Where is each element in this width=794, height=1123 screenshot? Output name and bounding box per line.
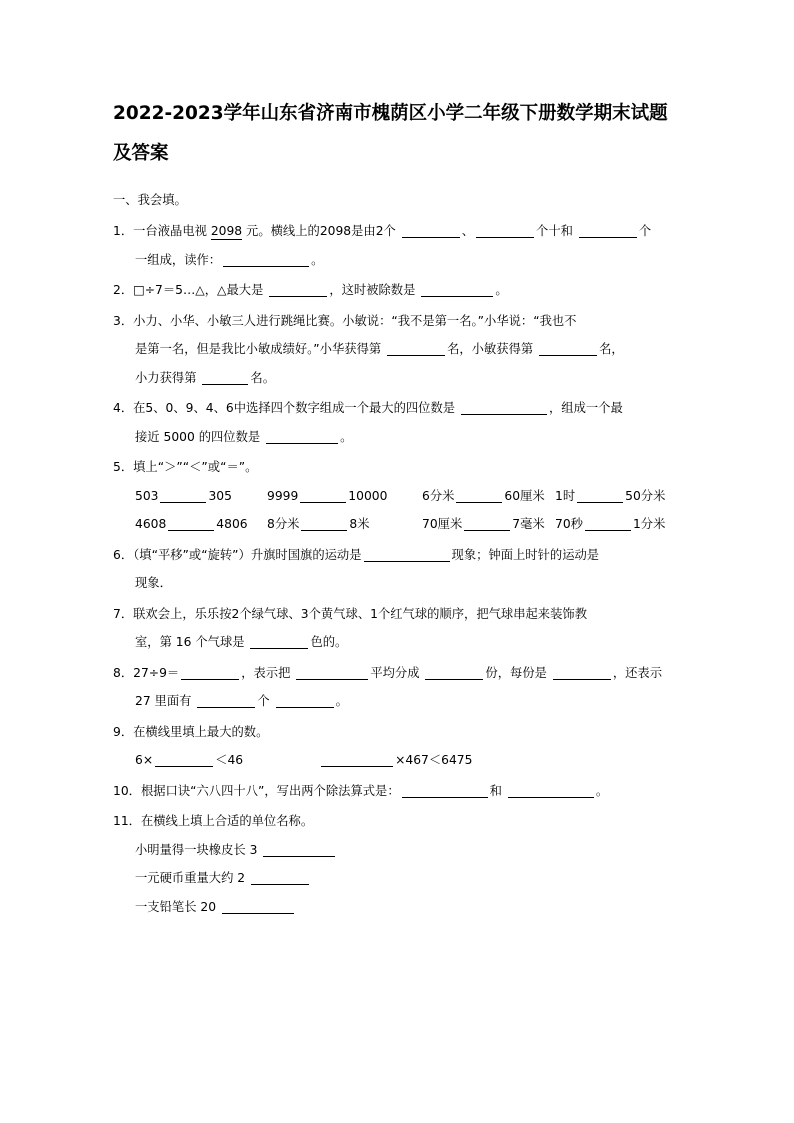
question-11-number: 11． — [113, 814, 141, 828]
question-4-blank-1[interactable] — [461, 401, 547, 415]
question-2-blank-1[interactable] — [269, 283, 327, 297]
question-6-blank-1[interactable] — [364, 548, 450, 562]
question-10 — [113, 777, 685, 806]
question-10-line-1 — [113, 777, 685, 806]
question-2-blank-2[interactable] — [421, 283, 493, 297]
question-9-blank-1[interactable] — [155, 753, 213, 767]
question-1-number: 1． — [113, 224, 134, 238]
question-2-text-c: 。 — [495, 283, 508, 297]
question-8 — [113, 659, 685, 716]
question-11-item-2 — [113, 864, 685, 893]
question-11-item-1 — [113, 836, 685, 865]
question-9-expression-2 — [319, 753, 472, 767]
question-4-line2-text-a: 接近 5000 的四位数是 — [135, 429, 265, 444]
question-3-line3-text-a: 小力获得第 — [135, 370, 201, 385]
compare-blank-r1c1[interactable] — [160, 489, 206, 503]
compare-blank-r1c2[interactable] — [300, 489, 346, 503]
question-1-text-a: 一台液晶电视 — [133, 224, 211, 238]
question-3-line-1 — [113, 307, 685, 336]
question-9-expr1-text-b: ＜46 — [215, 753, 244, 767]
question-5 — [113, 453, 685, 539]
question-1-line-1 — [113, 217, 685, 246]
compare-blank-r2c3[interactable] — [464, 517, 510, 531]
question-1-text-c: 、 — [461, 224, 475, 238]
compare-left-r2c4: 70秒 — [555, 517, 583, 531]
question-1-blank-2[interactable] — [476, 224, 534, 238]
question-1-line2-text-b: 。 — [311, 252, 324, 267]
question-10-blank-2[interactable] — [508, 784, 594, 798]
question-1-blank-4[interactable] — [223, 253, 309, 267]
compare-cell-r1c3 — [422, 482, 555, 511]
compare-right-r1c2: 10000 — [348, 488, 388, 503]
question-8-blank-2[interactable] — [296, 666, 368, 680]
section-heading: 一、我会填。 — [113, 193, 187, 207]
question-11-item-3-text: 一支铅笔长 20 — [135, 899, 220, 914]
compare-blank-r1c4[interactable] — [577, 489, 623, 503]
question-7-number: 7． — [113, 606, 134, 621]
question-10-blank-1[interactable] — [402, 784, 488, 798]
question-7-line-2 — [113, 628, 685, 657]
question-6-line-2 — [113, 569, 685, 598]
question-2-text-b: ，这时被除数是 — [329, 283, 420, 297]
question-7-line2-text-b: 色的。 — [310, 635, 348, 649]
question-10-text-a: 根据口诀“六八四十八”，写出两个除法算式是： — [140, 783, 400, 798]
question-1-text-b: 元。横线上的2098是由2个 — [242, 224, 400, 238]
compare-cell-r1c2 — [267, 482, 422, 511]
question-8-line1-text-d: 份，每份是 — [485, 665, 551, 680]
compare-left-r1c4: 1时 — [555, 488, 576, 503]
question-8-number: 8． — [113, 665, 134, 680]
question-8-line1-text-a: 27÷9＝ — [133, 665, 180, 680]
question-8-blank-1[interactable] — [181, 666, 239, 680]
question-9 — [113, 718, 685, 775]
compare-cell-r2c4 — [555, 510, 685, 539]
compare-right-r2c1: 4806 — [216, 517, 248, 531]
question-11-item-3 — [113, 893, 685, 922]
compare-left-r1c3: 6分米 — [422, 488, 455, 503]
compare-right-r2c2: 8米 — [349, 517, 370, 531]
question-9-expressions — [113, 746, 685, 775]
question-9-expression-1 — [135, 753, 243, 767]
question-8-blank-5[interactable] — [197, 694, 255, 708]
question-8-line2-text-a: 27 里面有 — [135, 694, 196, 708]
question-3-blank-3[interactable] — [202, 371, 248, 385]
question-1-line-2 — [113, 246, 685, 275]
question-9-number: 9． — [113, 724, 134, 739]
question-2-line-1 — [113, 276, 685, 305]
question-3-line-3 — [113, 364, 685, 393]
question-11-blank-1[interactable] — [263, 843, 335, 857]
question-3-line2-text-a: 是第一名，但是我比小敏成绩好。”小华获得第 — [135, 342, 386, 356]
question-3-blank-1[interactable] — [387, 342, 445, 356]
question-11-item-1-text: 小明量得一块橡皮长 3 — [135, 842, 262, 857]
question-1 — [113, 217, 685, 274]
question-8-blank-3[interactable] — [425, 666, 483, 680]
question-8-line2-text-b: 个 — [257, 694, 274, 708]
compare-blank-r2c1[interactable] — [168, 517, 214, 531]
question-9-prompt: 在横线里填上最大的数。 — [133, 724, 269, 739]
question-7-blank-1[interactable] — [250, 635, 308, 649]
question-5-number: 5． — [113, 460, 134, 474]
question-7-line1-text: 联欢会上，乐乐按2个绿气球、3个黄气球、1个红气球的顺序，把气球串起来装饰教 — [133, 606, 587, 621]
question-4-line-2 — [113, 423, 685, 452]
question-3-blank-2[interactable] — [539, 342, 597, 356]
question-10-text-b: 和 — [489, 783, 506, 798]
question-2-text-a: □÷7＝5…△，△最大是 — [133, 283, 268, 297]
compare-right-r1c4: 50分米 — [625, 488, 666, 503]
question-5-prompt: 填上“＞”“＜”或“＝”。 — [133, 460, 258, 474]
compare-right-r1c3: 60厘米 — [504, 488, 545, 503]
question-8-line1-text-b: ，表示把 — [241, 665, 295, 680]
compare-left-r2c3: 70厘米 — [422, 517, 463, 531]
question-9-prompt-line — [113, 718, 685, 747]
question-11-prompt: 在横线上填上合适的单位名称。 — [140, 814, 314, 828]
question-3-line2-text-c: 名， — [599, 342, 624, 356]
question-6-line1-text-a: （填“平移”或“旋转”）升旗时国旗的运动是 — [133, 547, 362, 562]
question-4-line-1 — [113, 394, 685, 423]
table-row — [135, 510, 685, 539]
compare-cell-r2c1 — [135, 510, 267, 539]
question-6-line-1 — [113, 541, 685, 570]
compare-left-r1c1: 503 — [135, 488, 159, 503]
compare-right-r2c3: 7毫米 — [512, 517, 545, 531]
question-11-prompt-line — [113, 807, 685, 836]
question-4-line2-text-b: 。 — [340, 429, 353, 444]
page-content — [113, 0, 685, 921]
question-3-line-2 — [113, 335, 685, 364]
question-3-line3-text-b: 名。 — [250, 370, 276, 385]
question-1-text-d: 个十和 — [536, 224, 577, 238]
question-8-blank-6[interactable] — [276, 694, 334, 708]
question-3 — [113, 307, 685, 393]
compare-cell-r1c1 — [135, 482, 267, 511]
compare-left-r1c2: 9999 — [267, 488, 299, 503]
question-8-blank-4[interactable] — [553, 666, 611, 680]
question-6-line2-text: 现象． — [135, 576, 172, 590]
compare-cell-r1c4 — [555, 482, 685, 511]
compare-blank-r1c3[interactable] — [456, 489, 502, 503]
question-1-line2-text-a: 一组成，读作： — [135, 252, 222, 267]
question-3-line1-text: 小力、小华、小敏三人进行跳绳比赛。小敏说：“我不是第一名。”小华说：“我也不 — [133, 313, 577, 328]
question-2 — [113, 276, 685, 305]
question-6-number: 6． — [113, 547, 134, 562]
question-8-line2-text-c: 。 — [335, 694, 348, 708]
question-11 — [113, 807, 685, 921]
question-3-number: 3． — [113, 313, 134, 328]
compare-cell-r2c3 — [422, 510, 555, 539]
question-5-prompt-line — [113, 453, 685, 482]
question-3-line2-text-b: 名，小敏获得第 — [447, 342, 538, 356]
question-7 — [113, 600, 685, 657]
question-10-number: 10． — [113, 783, 141, 798]
table-row — [135, 482, 685, 511]
question-8-line1-text-e: ，还表示 — [612, 665, 663, 680]
question-6-line1-text-b: 现象；钟面上时针的运动是 — [451, 547, 600, 562]
question-1-text-e: 个 — [638, 224, 652, 238]
compare-cell-r2c2 — [267, 510, 422, 539]
compare-left-r2c1: 4608 — [135, 517, 167, 531]
question-8-line-2 — [113, 687, 685, 716]
question-4-line1-text-a: 在5、0、9、4、6中选择四个数字组成一个最大的四位数是 — [133, 401, 459, 415]
question-4-blank-2[interactable] — [266, 430, 338, 444]
compare-blank-r2c4[interactable] — [585, 517, 631, 531]
question-7-line2-text-a: 室，第 16 个气球是 — [135, 635, 249, 649]
page-title: 2022-2023学年山东省济南市槐荫区小学二年级下册数学期末试题及答案 — [113, 103, 668, 164]
question-4-number: 4． — [113, 401, 134, 415]
question-9-blank-2[interactable] — [321, 753, 393, 767]
question-11-blank-2[interactable] — [251, 871, 309, 885]
question-8-line-1 — [113, 659, 685, 688]
compare-left-r2c2: 8分米 — [267, 517, 300, 531]
comparison-table — [135, 482, 685, 539]
question-1-blank-1[interactable] — [402, 224, 460, 238]
question-9-expr1-text-a: 6× — [135, 753, 154, 767]
question-2-number: 2． — [113, 283, 134, 297]
question-1-blank-3[interactable] — [579, 224, 637, 238]
compare-right-r1c1: 305 — [208, 488, 232, 503]
compare-blank-r2c2[interactable] — [301, 517, 347, 531]
question-4-line1-text-b: ，组成一个最 — [548, 401, 623, 415]
compare-right-r2c4: 1分米 — [632, 517, 666, 531]
question-6 — [113, 541, 685, 598]
question-11-item-2-text: 一元硬币重量大约 2 — [135, 871, 250, 885]
question-7-line-1 — [113, 600, 685, 629]
question-9-expr2-text-b: ×467＜6475 — [395, 753, 473, 767]
question-4 — [113, 394, 685, 451]
question-10-text-c: 。 — [595, 783, 609, 798]
question-8-line1-text-c: 平均分成 — [370, 665, 424, 680]
question-11-blank-3[interactable] — [222, 900, 294, 914]
question-1-underlined-value: 2098 — [210, 224, 243, 238]
